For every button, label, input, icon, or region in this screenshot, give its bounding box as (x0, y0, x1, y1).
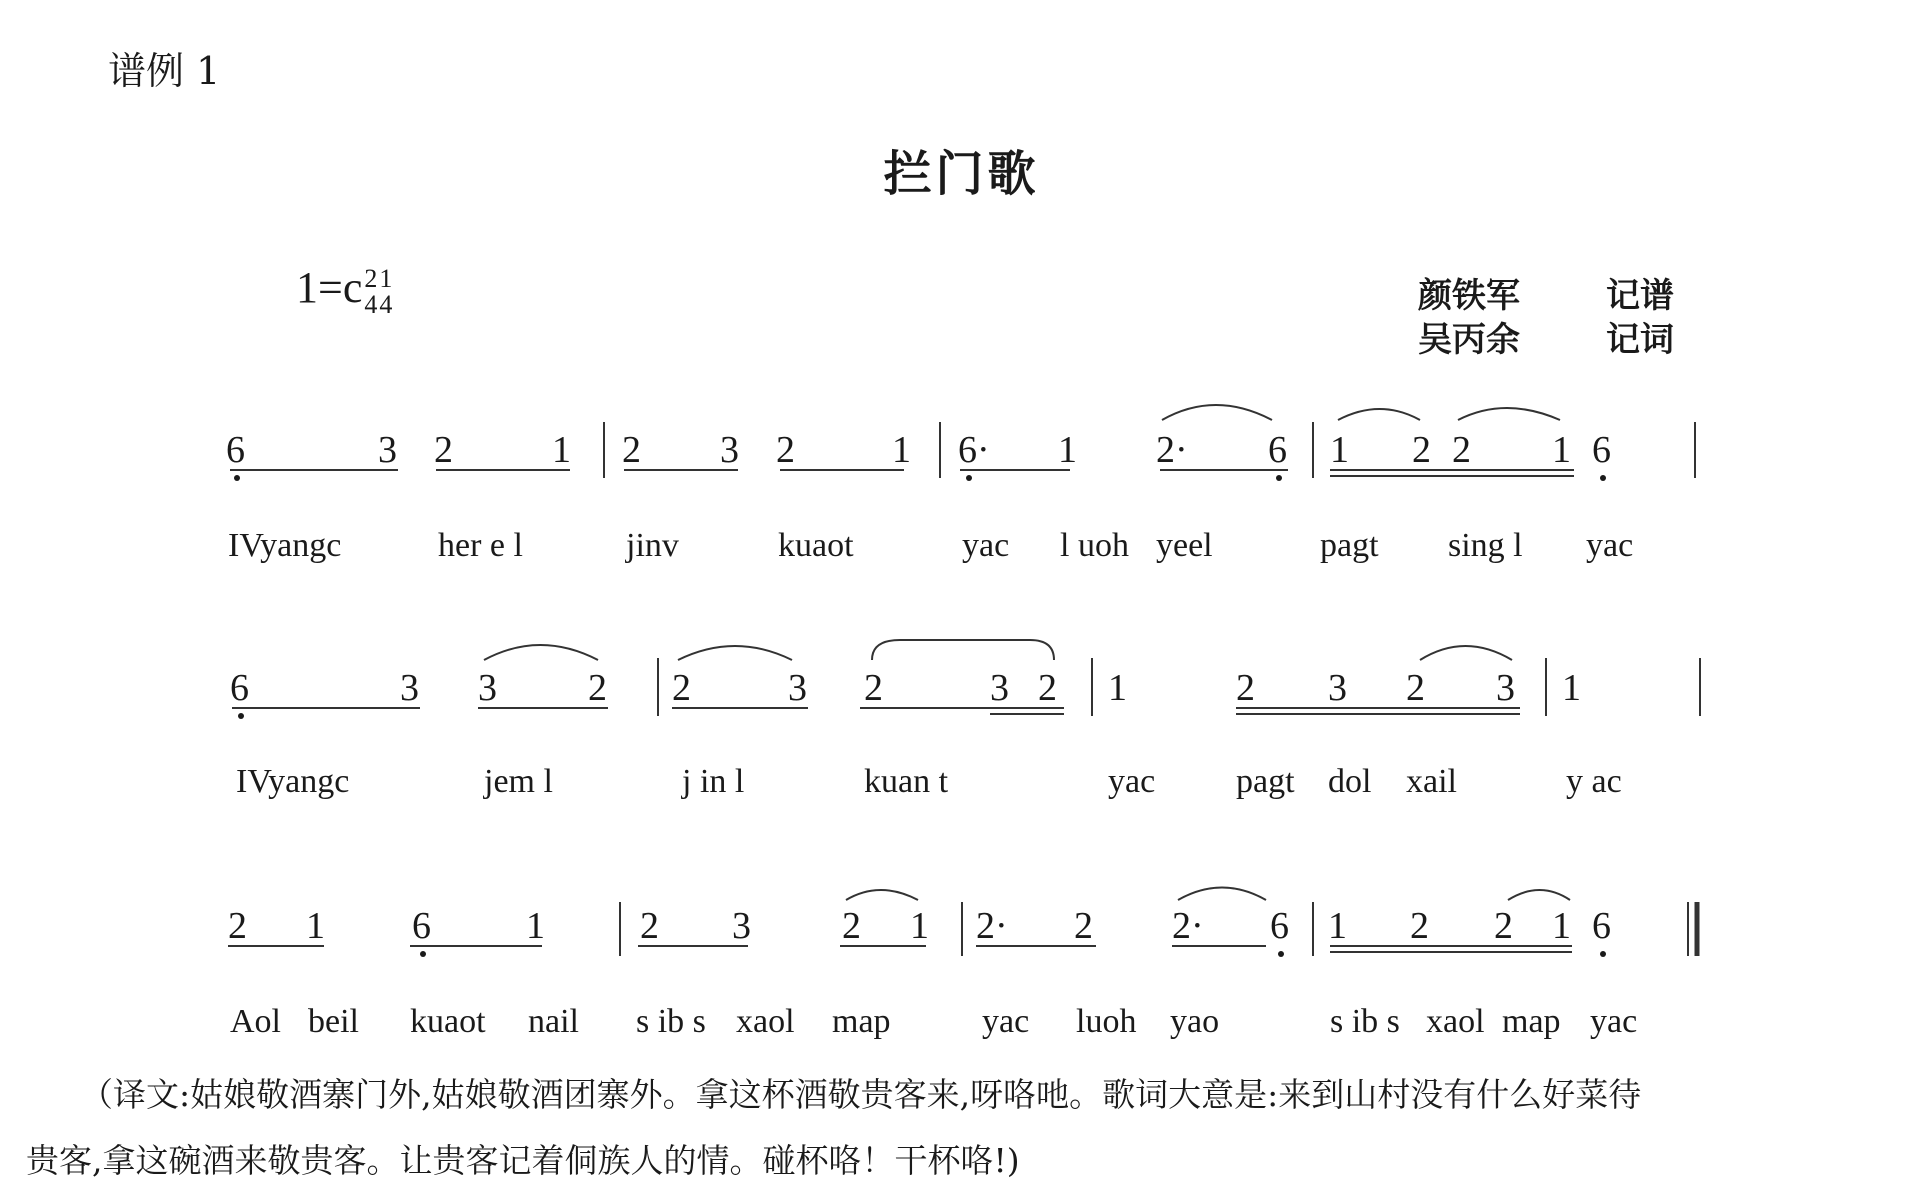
lyric: IVyangc (236, 763, 350, 800)
note: 3 (1496, 667, 1515, 709)
lyric: yac (962, 527, 1010, 564)
low-dot (1600, 951, 1606, 957)
slur (1508, 890, 1570, 900)
slur (1178, 888, 1266, 901)
note: 3 (378, 429, 397, 471)
lyric: yac (1590, 1003, 1638, 1040)
low-dot (1278, 951, 1284, 957)
note: 3 (1328, 667, 1347, 709)
note: 3 (478, 667, 497, 709)
note: 2 (588, 667, 607, 709)
song-title: 拦门歌 (883, 146, 1040, 202)
lyric: yac (1108, 763, 1156, 800)
credit-name-2: 吴丙余 (1418, 320, 1520, 360)
lyric: IVyangc (228, 527, 342, 564)
note: 1 (1330, 429, 1349, 471)
translation-line-2: 贵客,拿这碗酒来敬贵客。让贵客记着侗族人的情。碰杯咯！干杯咯!) (26, 1141, 1020, 1180)
note: 2 (1452, 429, 1471, 471)
note: 2 (622, 429, 641, 471)
note: 2· (1156, 429, 1188, 471)
slur (1338, 409, 1420, 420)
line-3-notes (228, 905, 1611, 957)
slur (484, 645, 598, 660)
lyric: dol (1328, 763, 1372, 800)
note: 3 (788, 667, 807, 709)
line-2-lyrics (236, 763, 1622, 800)
note: 2 (1236, 667, 1255, 709)
lyric: yac (982, 1003, 1030, 1040)
credit-name-1: 颜铁军 (1418, 276, 1520, 316)
note: 2 (672, 667, 691, 709)
slur (872, 640, 1054, 660)
note: 1 (306, 905, 325, 947)
note: 2 (1406, 667, 1425, 709)
note: 6 (226, 429, 245, 471)
slur (1458, 408, 1560, 420)
note: 1 (1108, 667, 1127, 709)
lyric: Aol (230, 1003, 281, 1040)
note: 6· (958, 429, 990, 471)
lyric: nail (528, 1003, 579, 1040)
line-2-notes (230, 667, 1581, 719)
note: 3 (720, 429, 739, 471)
note: 2· (1172, 905, 1204, 947)
lyric: pagt (1320, 527, 1379, 564)
slur (1162, 405, 1272, 420)
note: 1 (1552, 429, 1571, 471)
note: 3 (400, 667, 419, 709)
slur (678, 646, 792, 660)
low-dot (234, 475, 240, 481)
note: 6 (1592, 429, 1611, 471)
lyric: xail (1406, 763, 1457, 800)
lyric: map (832, 1003, 891, 1040)
note: 6 (1592, 905, 1611, 947)
note: 1 (552, 429, 571, 471)
low-dot (1600, 475, 1606, 481)
note: 2 (1074, 905, 1093, 947)
lyric: pagt (1236, 763, 1295, 800)
lyric: s ib s (636, 1003, 706, 1040)
note: 2 (776, 429, 795, 471)
lyric: xaol (736, 1003, 795, 1040)
lyric: jem l (484, 763, 553, 800)
lyric: j in l (682, 763, 745, 800)
note: 1 (1328, 905, 1347, 947)
note: 1 (1562, 667, 1581, 709)
line-1-lyrics (228, 527, 1633, 564)
note: 2 (228, 905, 247, 947)
low-dot (238, 713, 244, 719)
note: 6 (1270, 905, 1289, 947)
credit-role-2: 记词 (1606, 320, 1674, 360)
note: 6 (230, 667, 249, 709)
translation-line-1: （译文:姑娘敬酒寨门外,姑娘敬酒团寨外。拿这杯酒敬贵客来,呀咯吔。歌词大意是:来到山村没有什么好菜待 (80, 1075, 1642, 1114)
note: 1 (1058, 429, 1077, 471)
lyric: beil (308, 1003, 359, 1040)
line-1-notes (226, 429, 1611, 481)
lyric: sing l (1448, 527, 1523, 564)
lyric: y ac (1566, 763, 1622, 800)
lyric: l uoh (1060, 527, 1129, 564)
lyric: luoh (1076, 1003, 1137, 1040)
note: 2 (1494, 905, 1513, 947)
lyric: kuaot (410, 1003, 486, 1040)
note: 2 (1410, 905, 1429, 947)
note: 1 (892, 429, 911, 471)
note: 2 (640, 905, 659, 947)
lyric: kuan t (864, 763, 949, 800)
lyric: s ib s (1330, 1003, 1400, 1040)
note: 2 (434, 429, 453, 471)
meter-1-4: 1 4 (379, 263, 393, 319)
low-dot (420, 951, 426, 957)
note: 2 (864, 667, 883, 709)
lyric: yac (1586, 527, 1634, 564)
lyric: yao (1170, 1003, 1220, 1040)
lyric: xaol (1426, 1003, 1485, 1040)
lyric: jinv (626, 527, 679, 564)
note: 1 (1552, 905, 1571, 947)
slur (1420, 646, 1512, 660)
staff-line-2 (232, 640, 1700, 716)
key-text: 1=c (296, 263, 363, 312)
note: 3 (732, 905, 751, 947)
example-label: 谱例 1 (108, 49, 221, 93)
lyric: yeel (1156, 527, 1213, 564)
slur (846, 890, 918, 900)
note: 2 (1038, 667, 1057, 709)
lyric: kuaot (778, 527, 854, 564)
low-dot (966, 475, 972, 481)
note: 6 (412, 905, 431, 947)
lyric: map (1502, 1003, 1561, 1040)
note: 3 (990, 667, 1009, 709)
meter-2-4: 2 4 (364, 263, 378, 319)
line-3-lyrics (230, 1003, 1637, 1040)
note: 1 (526, 905, 545, 947)
note: 2 (1412, 429, 1431, 471)
note: 2· (976, 905, 1008, 947)
note: 1 (910, 905, 929, 947)
note: 6 (1268, 429, 1287, 471)
staff-line-3 (228, 888, 1697, 957)
low-dot (1276, 475, 1282, 481)
note: 2 (842, 905, 861, 947)
lyric: her e l (438, 527, 523, 564)
credit-role-1: 记谱 (1606, 276, 1674, 316)
